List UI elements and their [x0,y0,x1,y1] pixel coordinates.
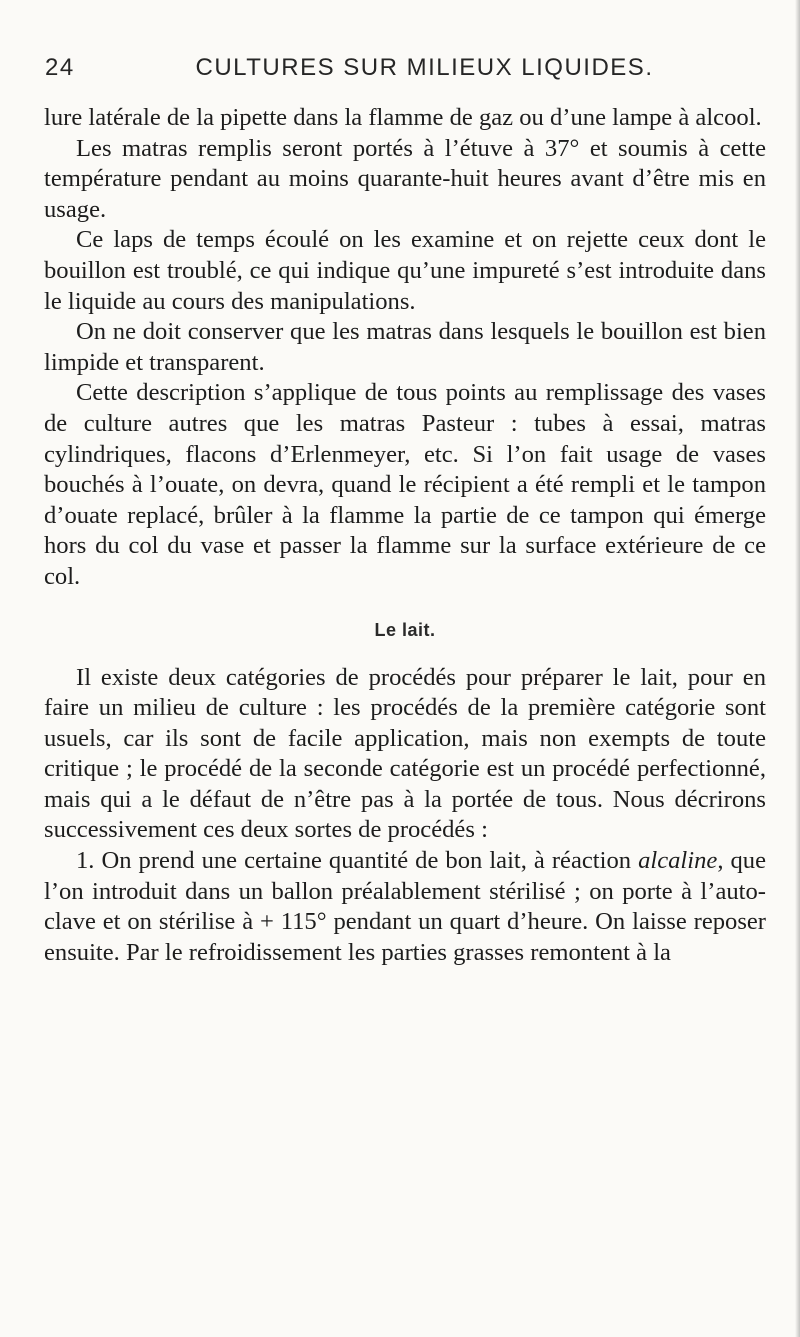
paragraph-description: Cette description s’applique de tous points au remplissage des vases de culture autres que les matras Pasteur : tubes à essai, matras cylindriques, flacons d’Erlenmeyer, etc. Si l’on fait usage de vases bouchés à l’ouate, on devra, quand le récipient a été rempli et le tampon d’ouate replacé, brûler à la flamme la partie de ce tampon qui émerge hors du col du vase et passer la flamme sur la surface extérieure de ce col. [44,379,766,590]
paragraph-categories: Il existe deux catégories de procédés pour préparer le lait, pour en faire un milieu de culture : les procédés de la première catégorie sont usuels, car ils sont de facile application, mais non exempts de toute critique ; le procédé de la seconde catégorie est un procédé perfectionné, mais qui a le défaut de n’être pas à la portée de tous. Nous décrirons successivement ces deux sortes de procédés : [44,663,766,844]
item-1-text-before: 1. On prend une certaine quantité de bon lait, à réaction [76,847,639,875]
paragraph-item-1 [44,846,766,968]
paragraph-continuation: lure latérale de la pipette dans la flamme de gaz ou d’une lampe à alcool. [44,104,762,131]
section-heading-le-lait: Le lait. [374,619,436,640]
item-1-text-after: , que l’on introduit dans un ballon préalablement stérilisé ; on porte à l’autoclave et on stérilise à + 115° pendant un quart d’heure. On laisse reposer ensuite. Par le refroidissement les parties grasses remontent à la [44,847,766,966]
page-header [44,54,766,88]
paragraph-examen: Ce laps de temps écoulé on les examine et on rejette ceux dont le bouillon est troublé, ce qui indique qu’une impureté s’est introduite dans le liquide au cours des manipulations. [44,226,766,315]
paragraph-conserver: On ne doit conserver que les matras dans lesquels le bouillon est bien limpide et transparent. [44,318,766,376]
page-number: 24 [45,54,75,81]
item-1-emphasis: alcaline [638,847,718,875]
book-page [44,54,766,968]
page-edge-shadow [795,0,800,1337]
paragraph-matras-etuve: Les matras remplis seront portés à l’étuve à 37° et soumis à cette température pendant au moins quarante-huit heures avant d’être mis en usage. [44,134,766,223]
running-title: CULTURES SUR MILIEUX LIQUIDES. [195,54,654,81]
